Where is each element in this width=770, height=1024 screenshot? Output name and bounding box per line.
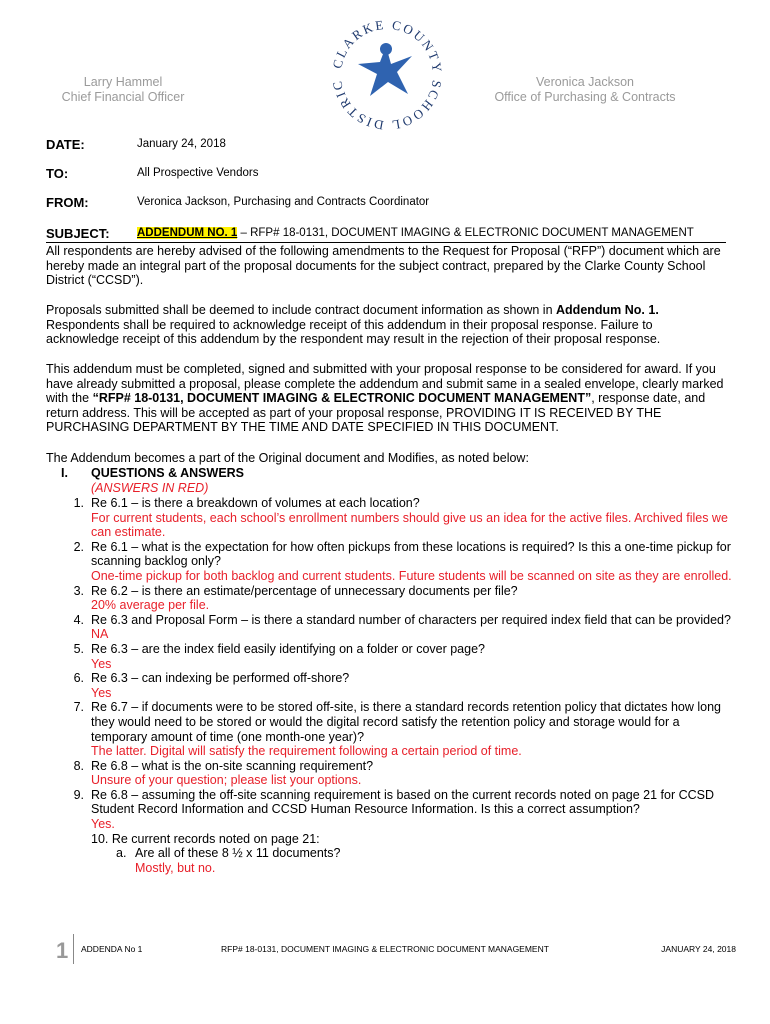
answer-text: Unsure of your question; please list your options. [91,773,362,788]
from-value: Veronica Jackson, Purchasing and Contracts Coordinator [137,196,430,208]
paragraph-2 [46,303,726,347]
subject-row [46,226,726,243]
question-item [46,613,736,642]
question-text: Re 6.8 – what is the on-site scanning requirement? [91,758,374,773]
question-number: 7. [73,700,84,715]
question-item-10 [46,832,736,876]
sub-question [46,846,736,875]
footer-center: RFP# 18-0131, DOCUMENT IMAGING & ELECTRONIC DOCUMENT MANAGEMENT [221,944,549,954]
purchasing-name: Veronica Jackson [536,75,634,89]
question-text: Re 6.2 – is there an estimate/percentage of unnecessary documents per file? [91,583,518,598]
question-text: Re 6.1 – what is the expectation for how often pickups from these locations is required? Is this a one-time pickup for scanning backlog only? [91,539,731,569]
paragraph-4 [46,451,726,466]
question-text: Re 6.7 – if documents were to be stored off-site, is there a standard records retention policy that dictates how long they would need to be stored or would the digital record satisfy the retention policy and storage would for a temporary amount of time (one month-one year)? [91,700,721,744]
subject-rest: – RFP# 18-0131, DOCUMENT IMAGING & ELECTRONIC DOCUMENT MANAGEMENT [237,227,694,239]
question-text: Re 6.3 – can indexing be performed off-shore? [91,671,350,686]
question-text: Re 6.3 – are the index field easily identifying on a folder or cover page? [91,641,485,656]
question-item [46,540,736,584]
section-title: QUESTIONS & ANSWERS [91,466,245,480]
subject-value [137,227,694,239]
page-number: 1 [56,938,69,963]
question-item [46,759,736,788]
district-logo [328,16,446,134]
purchasing-title: Office of Purchasing & Contracts [494,90,676,104]
submission-text [46,362,726,435]
header-left-block [48,75,198,105]
answer-text: One-time pickup for both backlog and current students. Future students will be scanned on site as they are enrolled. [91,568,732,583]
from-label: FROM: [46,195,89,210]
footer-divider [73,934,74,964]
paragraph-1 [46,244,726,288]
answer-text: Yes. [91,817,115,832]
answer-text: For current students, each school’s enrollment numbers should give us an idea for the active files. Archived files we can estimate. [91,510,728,540]
page-footer [46,934,736,964]
question-number: 5. [73,641,84,656]
subject-label: SUBJECT: [46,226,110,241]
p3-a: This addendum must be completed, signed and submitted with your proposal response to be considered for award. If you have already submitted a proposal, please complete the addendum and submit same in a sealed envelope, clearly marked with the [46,362,724,406]
intro-text: All respondents are hereby advised of the following amendments to the Request for Proposal (“RFP”) document which are hereby made an integral part of the proposal documents for the subject contract, prepared by the Clarke County School District (“CCSD”). [46,244,721,288]
question-number: 8. [73,758,84,773]
sub-question-text: Are all of these 8 ½ x 11 documents? [135,846,341,861]
section-heading [46,466,726,495]
cfo-title: Chief Financial Officer [61,90,185,104]
sub-answer-text: Mostly, but no. [135,860,216,875]
to-label: TO: [46,166,69,181]
p2-b: Addendum No. 1. [556,303,659,317]
p3-b: “RFP# 18-0131, DOCUMENT IMAGING & ELECTRONIC DOCUMENT MANAGEMENT” [92,391,592,406]
question-number: 3. [73,583,84,598]
p2-a: Proposals submitted shall be deemed to include contract document information as shown in [46,303,557,317]
addendum-text [46,303,726,347]
question-item [46,642,736,671]
cfo-name: Larry Hammel [83,75,163,89]
footer-left: ADDENDA No 1 [81,944,143,954]
sub-question-label: a. [116,846,127,861]
question-item [46,496,736,540]
footer-right: JANUARY 24, 2018 [661,944,736,954]
question-item [46,700,736,758]
section-num: I. [61,466,68,480]
answer-text: 20% average per file. [91,598,210,613]
p2-c: Respondents shall be required to acknowledge receipt of this addendum in their proposal response. Failure to acknowledge receipt of this addendum by the respondent may result in the rejection of their proposal response. [46,317,661,347]
answer-text: Yes [91,656,112,671]
header-right-block [480,75,690,105]
questions-list [46,496,736,875]
modifies-text: The Addendum becomes a part of the Original document and Modifies, as noted below: [46,451,529,465]
question-item [46,671,736,700]
p3-c: , response date, and return address. This will be accepted as part of your proposal response, PROVIDING IT IS RECEIVED BY THE PURCHASING DEPARTMENT BY THE TIME AND DATE SPECIFIED IN THIS DOCUMENT. [46,391,706,435]
question-text: Re 6.8 – assuming the off-site scanning requirement is based on the current records noted on page 21 for CCSD Student Record Information and CCSD Human Resource Information. Is this a correct assumption? [91,787,715,817]
answers-note: (ANSWERS IN RED) [91,480,209,495]
subject-highlight: ADDENDUM NO. 1 [137,227,238,239]
question-number: 9. [73,787,84,802]
logo-ring-text: CLARKE COUNTY SCHOOL DISTRIC [329,16,446,134]
to-value: All Prospective Vendors [137,167,259,179]
date-label: DATE: [46,137,85,152]
question-text: Re 6.3 and Proposal Form – is there a standard number of characters per required index field that can be provided? [91,612,731,627]
question-number: 1. [73,496,84,510]
question-text: Re 6.1 – is there a breakdown of volumes at each location? [91,496,420,510]
question-10-text: 10. Re current records noted on page 21: [91,831,320,846]
answer-text: Yes [91,685,112,700]
question-item [46,584,736,613]
date-value: January 24, 2018 [137,138,226,150]
question-number: 6. [73,671,84,686]
question-number: 2. [73,539,84,554]
question-item [46,788,736,832]
question-number: 4. [73,612,84,627]
paragraph-3 [46,362,726,435]
answer-text: The latter. Digital will satisfy the requirement following a certain period of time. [91,744,522,759]
answer-text: NA [91,627,109,642]
